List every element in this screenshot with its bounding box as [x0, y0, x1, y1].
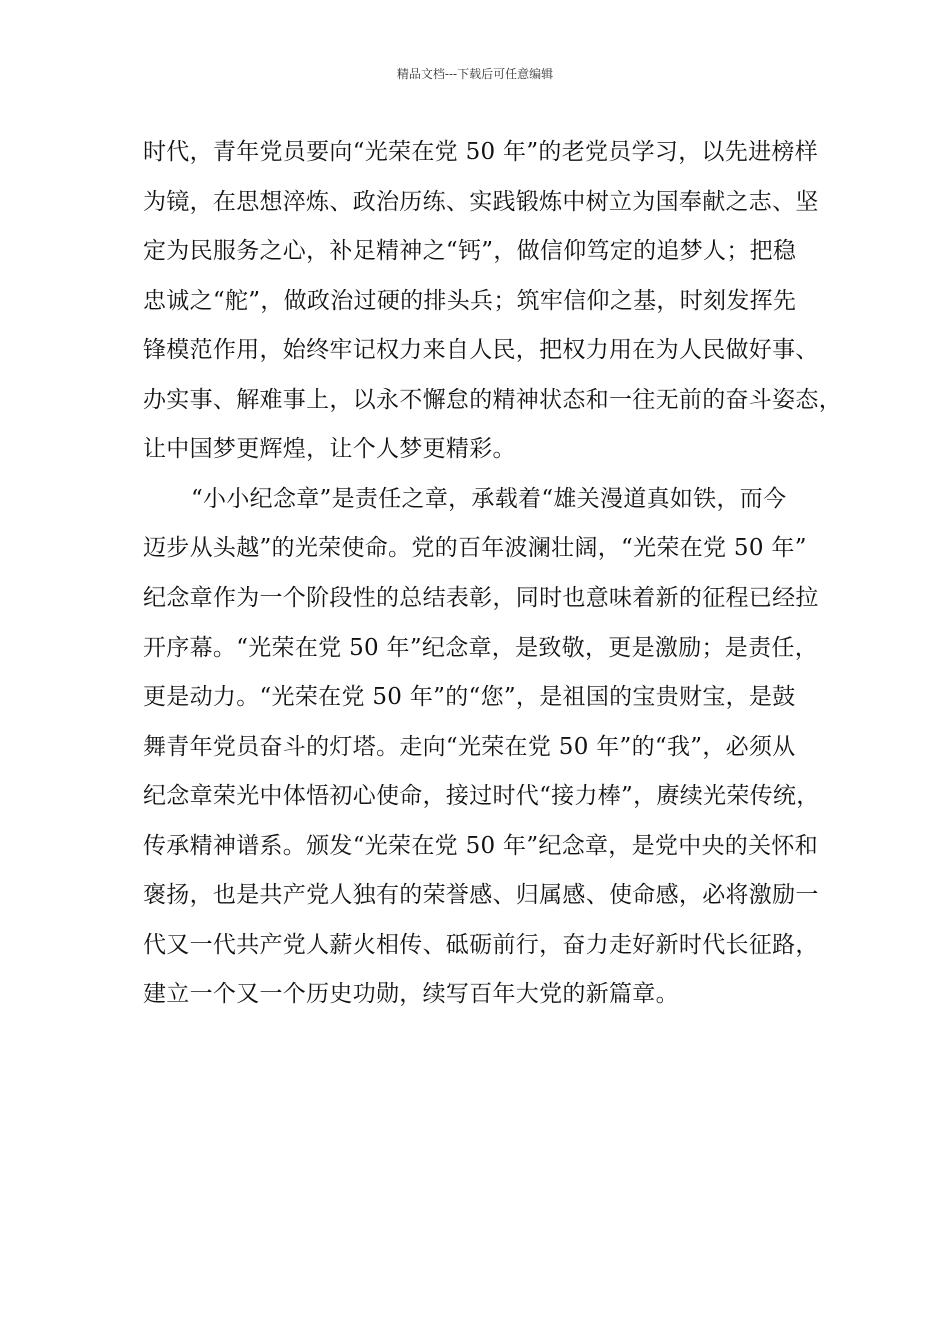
- text-line: 更是动力。“光荣在党 50 年”的“您”，是祖国的宝贵财宝，是鼓: [143, 684, 796, 710]
- text-line: 建立一个又一个历史功勋，续写百年大党的新篇章。: [143, 981, 679, 1007]
- text-line: 定为民服务之心，补足精神之“钙”，做信仰笃定的追梦人；把稳: [143, 238, 797, 264]
- text-line: 传承精神谱系。颁发“光荣在党 50 年”纪念章，是党中央的关怀和: [143, 833, 819, 859]
- text-line: 忠诚之“舵”，做政治过硬的排头兵；筑牢信仰之基，时刻发挥先: [143, 288, 797, 314]
- text-line: 代又一代共产党人薪火相传、砥砺前行，奋力走好新时代长征路，: [143, 932, 819, 958]
- text-line: 锋模范作用，始终牢记权力来自人民，把权力用在为人民做好事、: [143, 337, 819, 363]
- text-line: “小小纪念章”是责任之章，承载着“雄关漫道真如铁，而今: [191, 486, 787, 512]
- text-line: 时代，青年党员要向“光荣在党 50 年”的老党员学习，以先进榜样: [143, 139, 819, 165]
- text-line: 舞青年党员奋斗的灯塔。走向“光荣在党 50 年”的“我”，必须从: [143, 734, 796, 760]
- text-line: 办实事、解难事上，以永不懈怠的精神状态和一往无前的奋斗姿态，: [143, 387, 842, 413]
- text-line: 迈步从头越”的光荣使命。党的百年波澜壮阔，“光荣在党 50 年”: [143, 535, 807, 561]
- text-line: 让中国梦更辉煌，让个人梦更精彩。: [143, 436, 516, 462]
- text-line: 为镜，在思想淬炼、政治历练、实践锻炼中树立为国奉献之志、坚: [143, 189, 819, 215]
- page-header: 精品文档---下载后可任意编辑: [396, 67, 554, 81]
- text-line: 褒扬，也是共产党人独有的荣誉感、归属感、使命感，必将激励一: [143, 882, 819, 908]
- text-line: 纪念章作为一个阶段性的总结表彰，同时也意味着新的征程已经拉: [143, 585, 819, 611]
- text-line: 纪念章荣光中体悟初心使命，接过时代“接力棒”，赓续光荣传统，: [143, 783, 820, 809]
- text-line: 开序幕。“光荣在党 50 年”纪念章，是致敬，更是激励；是责任，: [143, 635, 819, 661]
